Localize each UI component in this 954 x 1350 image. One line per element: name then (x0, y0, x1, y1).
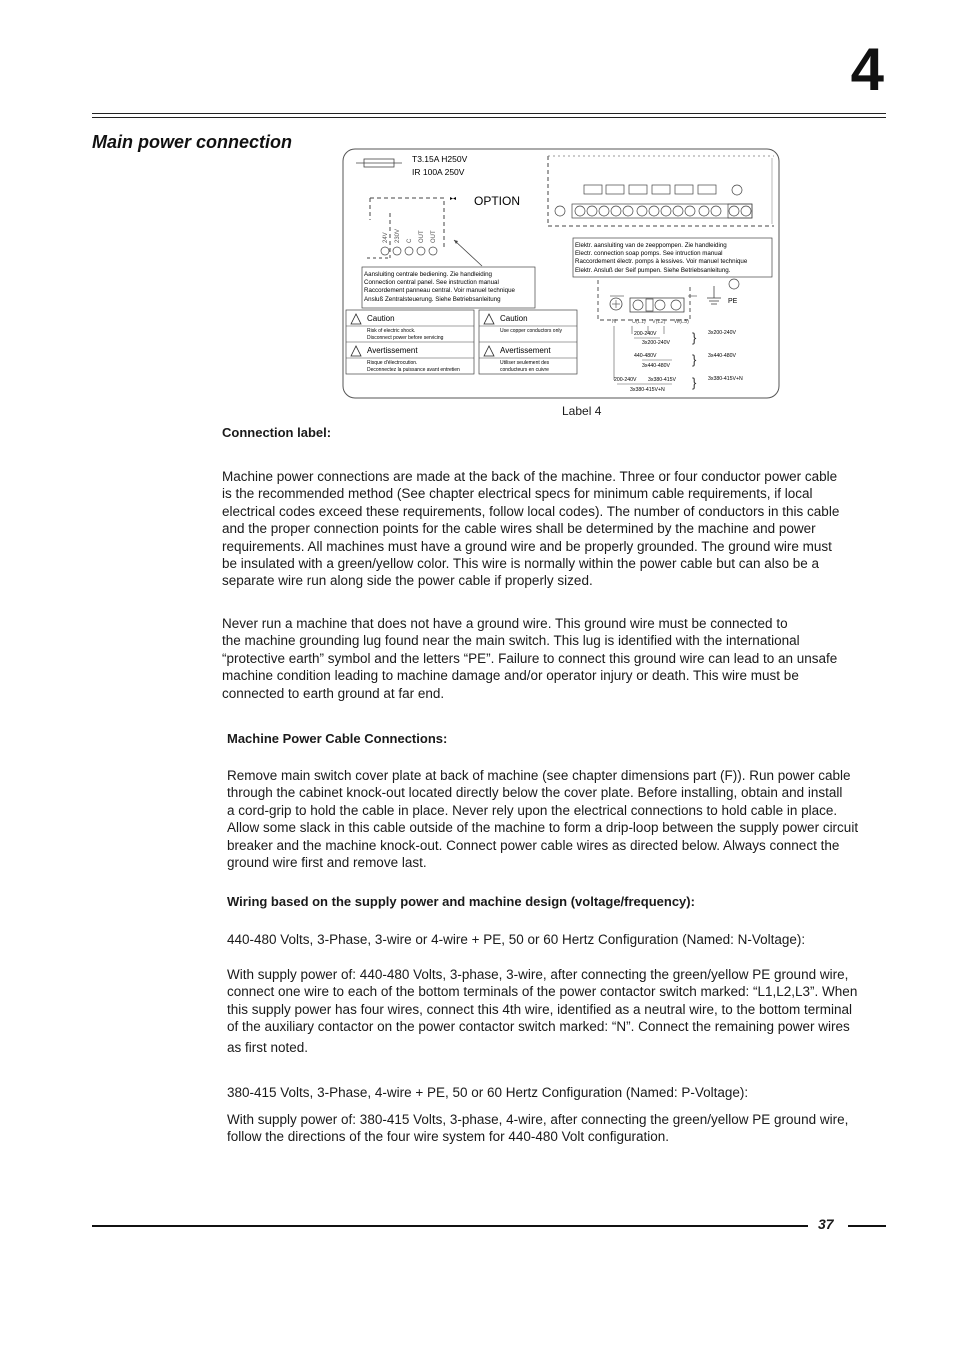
svg-text:3x380-415V: 3x380-415V (648, 377, 676, 383)
wiring-heading: Wiring based on the supply power and machine design (voltage/frequency): (227, 894, 695, 909)
footer-rule-right (848, 1225, 886, 1227)
svg-text:N: N (612, 319, 616, 325)
svg-text:}: } (692, 375, 697, 390)
avert1-title: Avertissement (367, 346, 418, 355)
paragraph-p-voltage: With supply power of: 380-415 Volts, 3-phase, 4-wire, after connecting the green/yellow PE ground wire, follow the directions of the four wire system for 440-480 Volt configuration. (227, 1112, 849, 1145)
svg-text:W(L3): W(L3) (674, 319, 689, 325)
central-panel-note-fr: Raccordement panneau central. Voir manuel technique (364, 287, 516, 294)
central-panel-note-en: Connection central panel. See instruction manual (364, 279, 499, 286)
central-panel-note-nl: Aansluiting centrale bediening. Zie handleiding (364, 271, 492, 278)
option-label: OPTION (474, 194, 521, 208)
header-rule (92, 113, 886, 114)
caution2-title: Caution (500, 314, 528, 323)
svg-text:U(L1): U(L1) (632, 319, 646, 325)
svg-text:Use copper conductors only: Use copper conductors only (500, 328, 562, 334)
svg-text:V(L2): V(L2) (652, 319, 666, 325)
terminal-24v: 24V (383, 232, 389, 243)
soap-pump-note-en: Electr. connection soap pomps. See intruction manual (575, 250, 723, 257)
cable-connections-heading: Machine Power Cable Connections: (227, 731, 448, 746)
paragraph-power-connections: Machine power connections are made at the back of the machine. Three or four conductor power cable is the recommended method (See chapter electrical specs for minimum cable requirements, if local electrical codes exceed these requirements, follow local codes). The number of conductors in this cable and the proper connection points for the cable wires shall be determined by the machine and power requirements. All machines must have a ground wire and be properly grounded. The ground wire must be insulated with a green/yellow color. This wire is normally within the power cable but can also be a separate wire run along side the power cable if properly sized. (222, 469, 840, 589)
paragraph-n-voltage: With supply power of: 440-480 Volts, 3-phase, 3-wire, after connecting the green/yellow PE ground wire, connect one wire to each of the bottom terminals of the power contactor switch marked: “L1,L2,L3”. When this supply power has four wires, connect this 4th wire, identified as a neutral wire, to the bottom terminal of the auxiliary contactor on the power contactor switch marked: “N”. Connect the remaining power wires as first noted. (227, 967, 858, 1055)
n-voltage-title: 440-480 Volts, 3-Phase, 3-wire or 4-wire + PE, 50 or 60 Hertz Configuration (Named: N-Voltage): (227, 932, 806, 947)
fuse-rating: T3.15A H250V (412, 154, 468, 164)
paragraph-ground-wire: Never run a machine that does not have a ground wire. This ground wire must be connected to the machine grounding lug found near the main switch. This lug is identified with the international “protective earth” symbol and the letters “PE”. Failure to connect this ground wire can lead to an unsafe machine condition leading to machine damage and/or operator injury or death. This wire must be connected to earth ground at far end. (222, 616, 838, 701)
fuse-ir: IR 100A 250V (412, 167, 465, 177)
svg-text:Disconnect power before servic: Disconnect power before servicing (367, 335, 444, 341)
svg-text:200-240V: 200-240V (634, 331, 657, 337)
svg-text:3x380-415V+N: 3x380-415V+N (708, 376, 743, 382)
svg-text:Utiliser seulement des: Utiliser seulement des (500, 360, 550, 366)
svg-text:conducteurs en cuivre: conducteurs en cuivre (500, 367, 549, 373)
central-panel-note-de: Ansluß Zentralsteuerung. Siehe Betriebsanleitung (364, 296, 501, 303)
svg-text:▸◂: ▸◂ (450, 196, 457, 202)
terminal-out-1: OUT (419, 230, 425, 243)
svg-text:Risk of electric shock.: Risk of electric shock. (367, 328, 416, 334)
soap-pump-note-fr: Raccordement électr. pomps à lessives. Voir manuel technique (575, 258, 748, 265)
caution1-title: Caution (367, 314, 395, 323)
soap-pump-note-nl: Elektr. aansluiting van de zeeppompen. Zie handleiding (575, 242, 727, 249)
svg-text:3x440-480V: 3x440-480V (708, 353, 736, 359)
avert2-title: Avertissement (500, 346, 551, 355)
svg-text:}: } (692, 330, 697, 345)
page-number: 37 (818, 1216, 834, 1232)
pe-label: PE (728, 298, 738, 305)
svg-text:3x200-240V: 3x200-240V (642, 340, 670, 346)
svg-text:3x440-480V: 3x440-480V (642, 363, 670, 369)
svg-text:3x200-240V: 3x200-240V (708, 330, 736, 336)
header-rule-2 (92, 117, 886, 118)
soap-pump-note-de: Elektr. Ansluß der Seif pumpen. Siehe Betriebsanleitung. (575, 267, 731, 274)
paragraph-cable-connections: Remove main switch cover plate at back of machine (see chapter dimensions part (F)). Run power cable through the cabinet knock-out located directly below the cover plate. Before installing, obtain and install a cord-grip to hold the cable in place. Never rely upon the electrical connections to hold cable in place. Allow some slack in this cable outside of the machine to form a drip-loop between the supply power circuit breaker and the machine knock-out. Connect power cable wires as directed below. Always connect the ground wire first and remove last. (227, 768, 859, 871)
terminal-230v: 230V (395, 228, 401, 243)
footer-rule (92, 1225, 808, 1227)
connection-label-diagram (342, 148, 782, 400)
terminal-out-2: OUT (431, 230, 437, 243)
svg-text:440-480V: 440-480V (634, 353, 657, 359)
caution-box-right (479, 310, 577, 374)
connection-label-heading: Connection label: (222, 425, 332, 440)
chapter-number: 4 (850, 36, 884, 103)
svg-text:3x380-415V+N: 3x380-415V+N (630, 387, 665, 393)
svg-text:Risque d'électrocution.: Risque d'électrocution. (367, 360, 418, 366)
p-voltage-title: 380-415 Volts, 3-Phase, 4-wire + PE, 50 or 60 Hertz Configuration (Named: P-Voltage): (227, 1085, 749, 1100)
section-title: Main power connection (92, 132, 293, 152)
caution-box-left (346, 310, 474, 374)
svg-text:200-240V: 200-240V (614, 377, 637, 383)
terminal-c: C (407, 238, 413, 243)
svg-text:}: } (692, 352, 697, 367)
label-caption: Label 4 (562, 404, 602, 418)
svg-text:Deconnectez la puissance avant: Deconnectez la puissance avant entretien (367, 367, 460, 373)
